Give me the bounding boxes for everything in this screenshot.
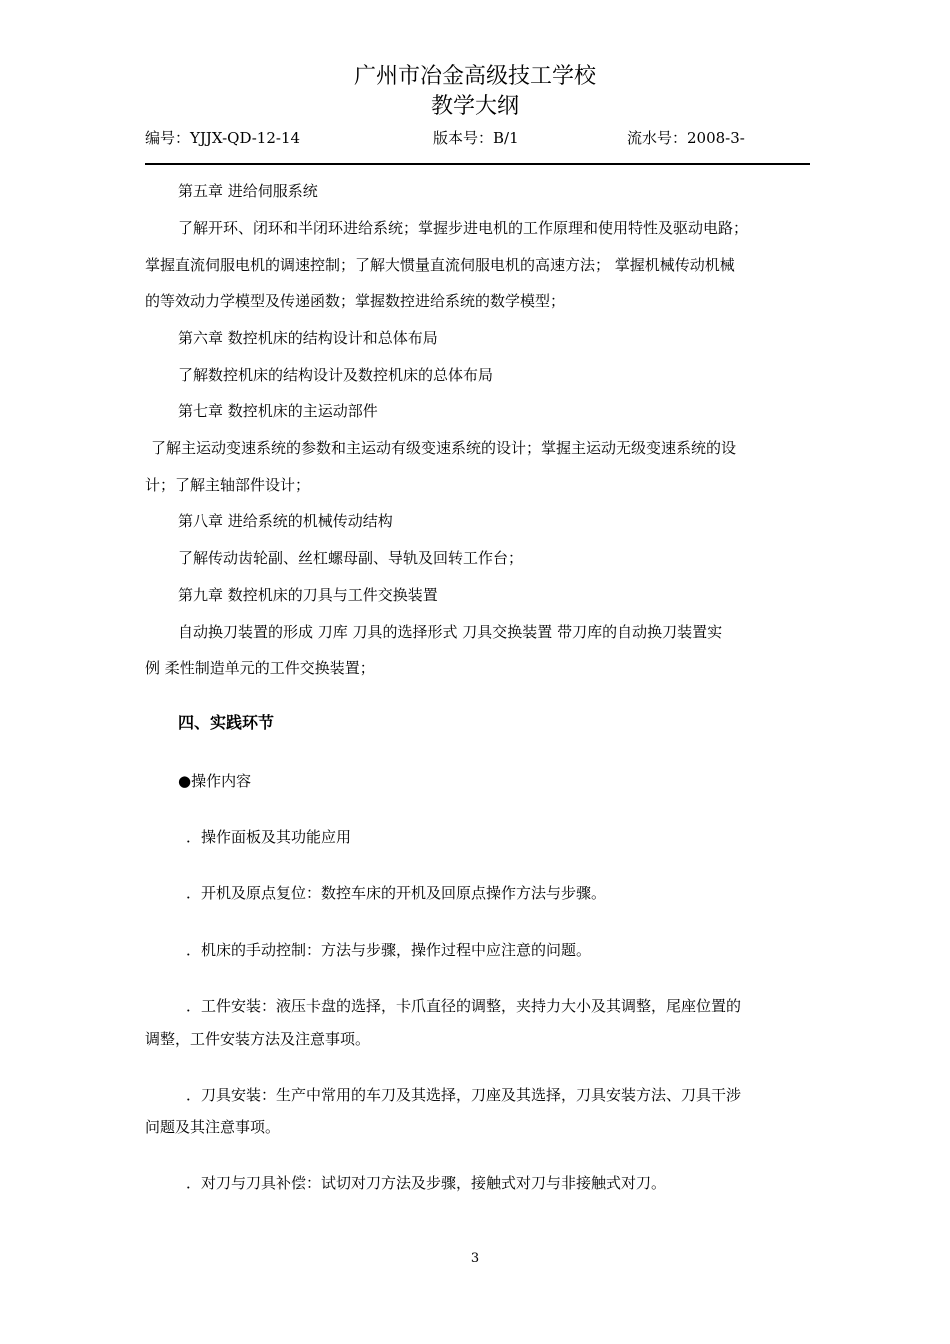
chapter-6-text-line-1: 了解数控机床的结构设计及数控机床的总体布局: [178, 366, 494, 384]
chapter-7-text-line-2: 计；了解主轴部件设计；: [145, 476, 311, 494]
chapter-9-text-line-2: 例 柔性制造单元的工件交换装置；: [145, 659, 375, 677]
operation-item-3: ．机床的手动控制：方法与步骤，操作过程中应注意的问题。: [186, 941, 592, 959]
chapter-5-text-line-1: 了解开环、闭环和半闭环进给系统；掌握步进电机的工作原理和使用特性及驱动电路；: [178, 219, 749, 237]
header-divider: [145, 163, 810, 165]
chapter-5-text-line-3: 的等效动力学模型及传递函数；掌握数控进给系统的数学模型；: [145, 292, 566, 310]
operation-item-4-line-2: 调整，工件安装方法及注意事项。: [145, 1030, 371, 1048]
chapter-7-title: 第七章 数控机床的主运动部件: [178, 402, 378, 420]
operation-item-2: ．开机及原点复位：数控车床的开机及回原点操作方法与步骤。: [186, 884, 607, 902]
operations-heading: ●操作内容: [178, 772, 252, 790]
chapter-7-text-line-1: 了解主运动变速系统的参数和主运动有级变速系统的设计；掌握主运动无级变速系统的设: [151, 439, 737, 457]
section-4-heading: 四、实践环节: [178, 713, 275, 732]
chapter-9-title: 第九章 数控机床的刀具与工件交换装置: [178, 586, 438, 604]
operation-item-1: ．操作面板及其功能应用: [186, 828, 352, 846]
document-code: 编号：YJJX-QD-12-14: [145, 129, 301, 147]
version-number: 版本号：B/1: [433, 129, 519, 147]
school-name: 广州市冶金高级技工学校: [353, 64, 596, 89]
document-type: 教学大纲: [430, 94, 519, 119]
operation-item-5-line-2: 问题及其注意事项。: [145, 1118, 281, 1136]
page-number: 3: [470, 1251, 480, 1266]
chapter-9-text-line-1: 自动换刀装置的形成 刀库 刀具的选择形式 刀具交换装置 带刀库的自动换刀装置实: [178, 623, 723, 641]
chapter-5-text-line-2: 掌握直流伺服电机的调速控制；了解大惯量直流伺服电机的高速方法； 掌握机械传动机械: [145, 256, 735, 274]
operation-item-6: ．对刀与刀具补偿：试切对刀方法及步骤，接触式对刀与非接触式对刀。: [186, 1174, 667, 1192]
operation-item-5-line-1: ．刀具安装：生产中常用的车刀及其选择，刀座及其选择，刀具安装方法、刀具干涉: [186, 1086, 742, 1104]
chapter-6-title: 第六章 数控机床的结构设计和总体布局: [178, 329, 438, 347]
chapter-5-title: 第五章 进给伺服系统: [178, 182, 318, 200]
serial-number: 流水号：2008-3-: [627, 129, 745, 147]
operation-item-4-line-1: ．工件安装：液压卡盘的选择，卡爪直径的调整，夹持力大小及其调整，尾座位置的: [186, 997, 742, 1015]
chapter-8-title: 第八章 进给系统的机械传动结构: [178, 512, 393, 530]
chapter-8-text-line-1: 了解传动齿轮副、丝杠螺母副、导轨及回转工作台；: [178, 549, 524, 567]
